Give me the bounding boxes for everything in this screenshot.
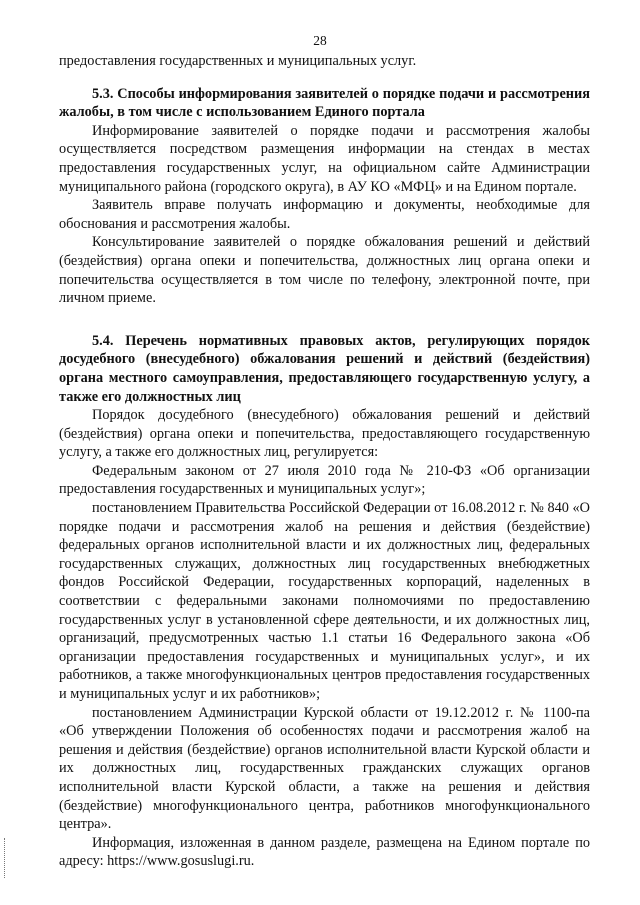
scan-edge-mark [4, 838, 7, 878]
page-number: 28 [313, 33, 327, 48]
section-5-4-heading: 5.4. Перечень нормативных правовых актов, регулирующих порядок досудебного (внесудебного) обжалования решений и действий (бездействия) органа местного самоуправления, предоставляющего государственную услугу, а также его должностных лиц [59, 332, 590, 405]
section-5-4-paragraph-5: Информация, изложенная в данном разделе, размещена на Едином портале по адресу: https://www.gosuslugi.ru. [59, 834, 590, 870]
section-5-4-paragraph-2: Федеральным законом от 27 июля 2010 года № 210-ФЗ «Об организации предоставления государственных и муниципальных услуг»; [59, 462, 590, 498]
section-5-3-paragraph-3: Консультирование заявителей о порядке обжалования решений и действий (бездействия) органа опеки и попечительства, должностных лиц органа опеки и попечительства осуществляется в том числе по телефону, электронной почте, при личном приеме. [59, 234, 590, 307]
section-5-4-paragraph-4: постановлением Администрации Курской области от 19.12.2012 г. № 1100-па «Об утверждении Положения об особенностях подачи и рассмотрения жалоб на решения и действия (бездействие) органов исполнительной власти Курской области и их должностных лиц, государственных гражданских служащих органов исполнительной власти Курской области, а также на решения и действия (бездействие) многофункционального центра, работников многофункционального центра». [59, 704, 590, 833]
page-content [59, 52, 590, 871]
section-5-3-heading: 5.3. Способы информирования заявителей о порядке подачи и рассмотрения жалобы, в том числе с использованием Единого портала [59, 85, 590, 121]
continuation-line: предоставления государственных и муниципальных услуг. [59, 53, 417, 69]
section-5-4-paragraph-1: Порядок досудебного (внесудебного) обжалования решений и действий (бездействия) органа опеки и попечительства, предоставляющего государственную услугу, а также его должностных лиц, регулируется: [59, 407, 590, 461]
section-5-4-paragraph-3: постановлением Правительства Российской Федерации от 16.08.2012 г. № 840 «О порядке подачи и рассмотрения жалоб на решения и действия (бездействие) федеральных органов исполнительной власти и их должностных лиц, федеральных государственных служащих, должностных лиц государственных внебюджетных фондов Российской Федерации, государственных корпораций, наделенных в соответствии с федеральными законами полномочиями по предоставлению государственных услуг в установленной сфере деятельности, и их должностных лиц, организаций, предусмотренных частью 1.1 статьи 16 Федерального закона «Об организации предоставления государственных и муниципальных услуг», и их работников, а также многофункциональных центров предоставления государственных и муниципальных услуг и их работников»; [59, 500, 590, 702]
section-5-3-paragraph-1: Информирование заявителей о порядке подачи и рассмотрения жалобы осуществляется посредством размещения информации на стендах в местах предоставления государственных услуг, на официальном сайте Администрации муниципального района (городского округа), в АУ КО «МФЦ» и на Едином портале. [59, 122, 590, 195]
section-5-3-paragraph-2: Заявитель вправе получать информацию и документы, необходимые для обоснования и рассмотрения жалобы. [59, 197, 590, 232]
